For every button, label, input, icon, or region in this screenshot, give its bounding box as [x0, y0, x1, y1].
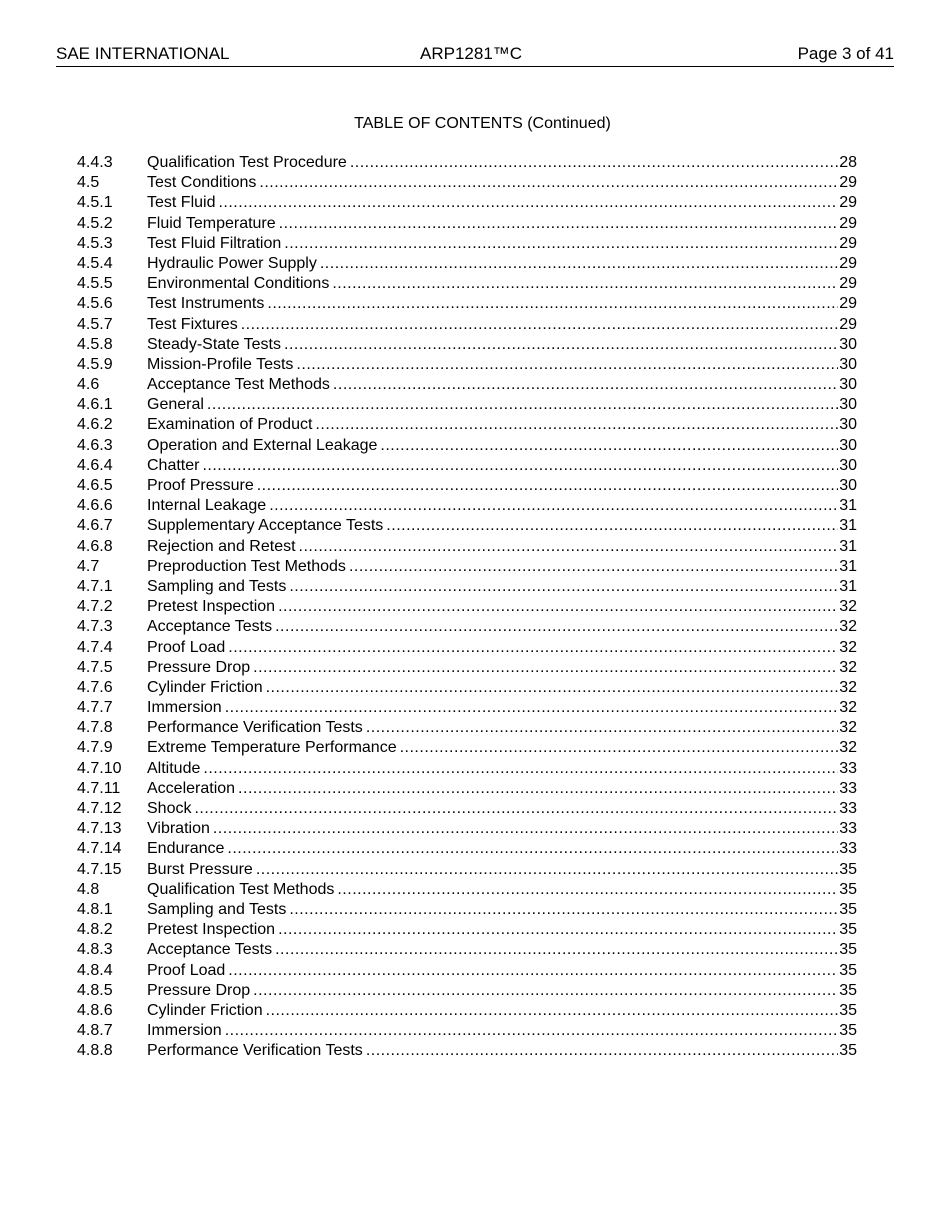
toc-entry — [77, 698, 857, 718]
toc-entry-dot-leader — [350, 153, 838, 173]
toc-entry-number: 4.6.5 — [77, 477, 113, 494]
toc-entry-title: Sampling and Tests — [147, 577, 287, 595]
toc-entry-title: Pretest Inspection — [147, 598, 276, 616]
toc-entry-page: 35 — [839, 1001, 857, 1019]
toc-entry-page: 30 — [839, 396, 857, 414]
toc-entry-page: 31 — [839, 497, 857, 515]
toc-entry-number: 4.6.3 — [77, 436, 113, 454]
toc-entry-title: Proof Load — [147, 638, 226, 656]
toc-entry-number: 4.8.2 — [77, 921, 113, 939]
toc-entry-dot-leader — [207, 395, 838, 415]
toc-entry — [77, 476, 857, 496]
toc-entry-page: 29 — [839, 254, 857, 272]
toc-entry-dot-leader — [257, 476, 838, 496]
toc-entry-page: 30 — [839, 436, 857, 454]
toc-entry-number: 4.7.3 — [77, 618, 113, 636]
toc-entry — [77, 234, 857, 254]
page-header — [56, 44, 894, 67]
toc-entry-dot-leader — [332, 274, 838, 294]
toc-entry-number: 4.7.2 — [77, 598, 113, 616]
toc-entry-page: 32 — [839, 719, 857, 737]
toc-entry — [77, 900, 857, 920]
toc-entry — [77, 193, 857, 213]
toc-entry-title: Altitude — [147, 759, 201, 777]
toc-entry-title: Mission-Profile Tests — [147, 355, 294, 373]
toc-entry — [77, 860, 857, 880]
toc-entry-page: 32 — [839, 678, 857, 696]
toc-entry-page: 30 — [839, 456, 857, 474]
toc-entry — [77, 799, 857, 819]
toc-entry-page: 31 — [839, 557, 857, 575]
toc-entry-page: 35 — [839, 880, 857, 898]
toc-entry-number: 4.5.8 — [77, 335, 113, 353]
toc-entry-number: 4.8.8 — [77, 1042, 113, 1060]
toc-entry-title: Test Fluid Filtration — [147, 234, 282, 252]
toc-entry-dot-leader — [202, 456, 838, 476]
toc-entry-title: Qualification Test Procedure — [147, 154, 347, 171]
toc-entry — [77, 335, 857, 355]
toc-entry-number: 4.7.6 — [77, 678, 113, 696]
toc-entry — [77, 436, 857, 456]
toc-entry-page: 35 — [839, 1042, 857, 1060]
toc-entry-number: 4.5.5 — [77, 275, 113, 293]
toc-entry-page: 30 — [839, 355, 857, 373]
toc-title: TABLE OF CONTENTS (Continued) — [354, 115, 611, 132]
toc-entry-dot-leader — [299, 537, 839, 557]
toc-entry-page: 32 — [839, 699, 857, 717]
toc-entry-dot-leader — [386, 516, 838, 536]
toc-entry-dot-leader — [194, 799, 838, 819]
toc-entry-title: Pretest Inspection — [147, 921, 276, 939]
toc-entry-page: 33 — [839, 759, 857, 777]
toc-entry-dot-leader — [337, 880, 838, 900]
toc-entry — [77, 375, 857, 395]
toc-entry-page: 29 — [839, 275, 857, 293]
toc-entry-dot-leader — [279, 214, 839, 234]
toc-entry-number: 4.7.14 — [77, 840, 122, 858]
toc-entry-page: 28 — [839, 154, 857, 171]
toc-entry-number: 4.6 — [77, 376, 100, 394]
toc-entry — [77, 315, 857, 335]
toc-entry-dot-leader — [213, 819, 838, 839]
toc-entry-dot-leader — [278, 597, 838, 617]
toc-entry — [77, 779, 857, 799]
toc-entry — [77, 496, 857, 516]
toc-entry-dot-leader — [380, 436, 838, 456]
toc-entry — [77, 214, 857, 234]
toc-entry-page: 35 — [839, 1022, 857, 1040]
toc-entry-page: 35 — [839, 900, 857, 918]
toc-entry-title: Immersion — [147, 699, 222, 717]
toc-entry-dot-leader — [278, 920, 838, 940]
toc-entry-number: 4.5.3 — [77, 234, 113, 252]
toc-entry-title: Rejection and Retest — [147, 537, 296, 555]
toc-entry-title: Immersion — [147, 1022, 222, 1040]
toc-entry-dot-leader — [289, 900, 838, 920]
toc-entry-title: Acceptance Tests — [147, 941, 273, 959]
toc-entry-page: 29 — [839, 214, 857, 232]
toc-entry-page: 29 — [839, 174, 857, 192]
toc-entry-title: Examination of Product — [147, 416, 313, 434]
toc-entry-dot-leader — [228, 638, 838, 658]
toc-entry-dot-leader — [400, 738, 839, 758]
toc-entry-number: 4.6.7 — [77, 517, 113, 535]
toc-entry-title: Chatter — [147, 456, 200, 474]
toc-entry-dot-leader — [366, 718, 838, 738]
toc-entry-number: 4.5.4 — [77, 254, 113, 272]
toc-entry — [77, 961, 857, 981]
toc-entry-title: Endurance — [147, 840, 225, 858]
toc-entry-dot-leader — [269, 496, 838, 516]
toc-entry — [77, 537, 857, 557]
toc-entry-page: 30 — [839, 416, 857, 434]
toc-entry-number: 4.5.6 — [77, 295, 113, 313]
toc-entry-number: 4.8.6 — [77, 1001, 113, 1019]
toc-entry-page: 30 — [839, 335, 857, 353]
toc-entry-number: 4.6.2 — [77, 416, 113, 434]
toc-entry-page: 35 — [839, 961, 857, 979]
toc-entry-page: 32 — [839, 739, 857, 757]
toc-entry-page: 30 — [839, 376, 857, 394]
toc-entry-page: 33 — [839, 840, 857, 858]
toc-entry-page: 33 — [839, 800, 857, 817]
toc-entry-dot-leader — [256, 860, 838, 880]
toc-entry-number: 4.8.4 — [77, 961, 113, 979]
toc-entry-dot-leader — [227, 839, 838, 859]
toc-entry-title: Test Conditions — [147, 174, 257, 192]
toc-entry-title: Sampling and Tests — [147, 900, 287, 918]
toc-entry-number: 4.7 — [77, 557, 100, 575]
toc-entry-dot-leader — [266, 678, 839, 698]
toc-entry-title: Test Fixtures — [147, 315, 238, 333]
toc-entry-dot-leader — [218, 193, 838, 213]
toc-entry-page: 29 — [839, 315, 857, 333]
toc-entry — [77, 617, 857, 637]
toc-entry-dot-leader — [284, 335, 838, 355]
toc-entry-title: Operation and External Leakage — [147, 436, 378, 454]
toc-entry-dot-leader — [366, 1041, 838, 1061]
toc-entry-title: Hydraulic Power Supply — [147, 254, 317, 272]
toc-entry — [77, 1001, 857, 1021]
toc-entry-number: 4.7.13 — [77, 820, 122, 838]
toc-entry-number: 4.5 — [77, 174, 100, 192]
toc-entry-title: Steady-State Tests — [147, 335, 281, 353]
toc-entry-dot-leader — [284, 234, 838, 254]
toc-entry-number: 4.7.10 — [77, 759, 122, 777]
toc-entry-dot-leader — [259, 173, 838, 193]
toc-entry-page: 32 — [839, 618, 857, 636]
header-document-id: ARP1281™C — [420, 44, 523, 63]
toc-entry-title: Preproduction Test Methods — [147, 557, 346, 575]
toc-entry-dot-leader — [296, 355, 838, 375]
toc-entry-dot-leader — [253, 981, 838, 1001]
toc-entry — [77, 1021, 857, 1041]
toc-entry-page: 31 — [839, 537, 857, 555]
toc-entry-dot-leader — [241, 315, 839, 335]
toc-entry-title: Cylinder Friction — [147, 678, 263, 696]
toc-entry-dot-leader — [253, 658, 838, 678]
toc-list — [77, 153, 857, 1061]
toc-entry-title: Proof Pressure — [147, 477, 254, 494]
toc-entry-title: Vibration — [147, 820, 210, 838]
toc-entry-page: 35 — [839, 860, 857, 878]
toc-entry-number: 4.8.7 — [77, 1022, 113, 1040]
toc-entry — [77, 678, 857, 698]
toc-entry-title: Pressure Drop — [147, 658, 251, 676]
toc-entry-page: 29 — [839, 234, 857, 252]
toc-entry-number: 4.8.3 — [77, 941, 113, 959]
toc-entry-page: 33 — [839, 820, 857, 838]
toc-entry-number: 4.5.2 — [77, 214, 113, 232]
toc-entry — [77, 274, 857, 294]
toc-entry-number: 4.7.4 — [77, 638, 113, 656]
toc-entry-page: 32 — [839, 658, 857, 676]
toc-entry — [77, 415, 857, 435]
toc-entry-title: Extreme Temperature Performance — [147, 739, 397, 757]
toc-entry-page: 32 — [839, 638, 857, 656]
toc-entry — [77, 395, 857, 415]
toc-entry-number: 4.8.5 — [77, 981, 113, 999]
toc-entry-dot-leader — [315, 415, 838, 435]
toc-entry — [77, 294, 857, 314]
toc-entry-title: Supplementary Acceptance Tests — [147, 517, 384, 535]
toc-entry-dot-leader — [275, 940, 838, 960]
toc-entry-number: 4.6.6 — [77, 497, 113, 515]
toc-entry-dot-leader — [228, 961, 838, 981]
toc-entry — [77, 638, 857, 658]
toc-entry-title: Test Fluid — [147, 194, 216, 212]
toc-entry-title: General — [147, 396, 204, 414]
toc-entry-number: 4.7.1 — [77, 577, 113, 595]
toc-entry — [77, 557, 857, 577]
toc-entry — [77, 819, 857, 839]
toc-entry-title: Pressure Drop — [147, 981, 251, 999]
toc-entry-title: Acceleration — [147, 779, 236, 797]
toc-entry-dot-leader — [225, 1021, 839, 1041]
toc-entry-number: 4.6.4 — [77, 456, 113, 474]
toc-entry — [77, 516, 857, 536]
toc-entry-title: Performance Verification Tests — [147, 719, 363, 737]
toc-entry — [77, 456, 857, 476]
toc-entry-number: 4.7.15 — [77, 860, 122, 878]
toc-entry — [77, 738, 857, 758]
toc-entry — [77, 718, 857, 738]
toc-entry — [77, 880, 857, 900]
toc-entry-title: Performance Verification Tests — [147, 1042, 363, 1060]
toc-entry-title: Internal Leakage — [147, 497, 267, 515]
toc-entry-number: 4.5.1 — [77, 194, 113, 212]
toc-entry-title: Qualification Test Methods — [147, 880, 335, 898]
toc-entry-title: Environmental Conditions — [147, 275, 330, 293]
toc-entry-title: Acceptance Tests — [147, 618, 273, 636]
toc-entry-number: 4.5.9 — [77, 355, 113, 373]
toc-entry-page: 35 — [839, 921, 857, 939]
toc-entry-number: 4.6.1 — [77, 396, 113, 414]
toc-entry-dot-leader — [266, 1001, 839, 1021]
toc-entry — [77, 153, 857, 173]
toc-entry — [77, 355, 857, 375]
toc-entry-number: 4.8.1 — [77, 900, 113, 918]
toc-entry-dot-leader — [225, 698, 839, 718]
toc-entry-page: 29 — [839, 295, 857, 313]
toc-entry-dot-leader — [203, 759, 838, 779]
toc-entry — [77, 981, 857, 1001]
toc-entry-dot-leader — [267, 294, 838, 314]
toc-entry — [77, 759, 857, 779]
toc-entry-dot-leader — [275, 617, 838, 637]
toc-entry-number: 4.6.8 — [77, 537, 113, 555]
toc-entry — [77, 658, 857, 678]
toc-entry-page: 35 — [839, 981, 857, 999]
toc-entry-number: 4.7.7 — [77, 699, 113, 717]
toc-entry-dot-leader — [320, 254, 838, 274]
toc-entry-number: 4.4.3 — [77, 154, 113, 171]
toc-entry — [77, 940, 857, 960]
toc-entry-number: 4.7.9 — [77, 739, 113, 757]
toc-entry-number: 4.7.5 — [77, 658, 113, 676]
toc-entry-number: 4.5.7 — [77, 315, 113, 333]
toc-entry-number: 4.7.8 — [77, 719, 113, 737]
toc-entry-number: 4.7.11 — [77, 779, 121, 797]
header-organization: SAE INTERNATIONAL — [56, 44, 230, 63]
toc-entry-page: 31 — [839, 517, 857, 535]
toc-entry — [77, 254, 857, 274]
toc-entry-page: 31 — [839, 577, 857, 595]
header-page-label: Page 3 of 41 — [797, 44, 894, 63]
toc-entry-title: Fluid Temperature — [147, 214, 276, 232]
toc-entry — [77, 597, 857, 617]
toc-entry — [77, 173, 857, 193]
toc-entry-dot-leader — [238, 779, 838, 799]
toc-entry-title: Test Instruments — [147, 295, 265, 313]
toc-entry-title: Shock — [147, 800, 192, 817]
toc-entry — [77, 577, 857, 597]
toc-entry-title: Proof Load — [147, 961, 226, 979]
toc-entry-dot-leader — [289, 577, 838, 597]
toc-entry-page: 35 — [839, 941, 857, 959]
toc-entry-page: 33 — [839, 779, 857, 797]
toc-entry-page: 29 — [839, 194, 857, 212]
toc-entry-title: Cylinder Friction — [147, 1001, 263, 1019]
toc-entry-dot-leader — [333, 375, 838, 395]
toc-entry — [77, 839, 857, 859]
toc-entry-title: Acceptance Test Methods — [147, 376, 330, 394]
toc-entry — [77, 1041, 857, 1061]
toc-entry-number: 4.8 — [77, 880, 100, 898]
toc-entry-page: 32 — [839, 598, 857, 616]
toc-entry-dot-leader — [349, 557, 838, 577]
toc-entry-title: Burst Pressure — [147, 860, 253, 878]
toc-entry-page: 30 — [839, 477, 857, 494]
toc-entry-number: 4.7.12 — [77, 800, 122, 817]
toc-entry — [77, 920, 857, 940]
